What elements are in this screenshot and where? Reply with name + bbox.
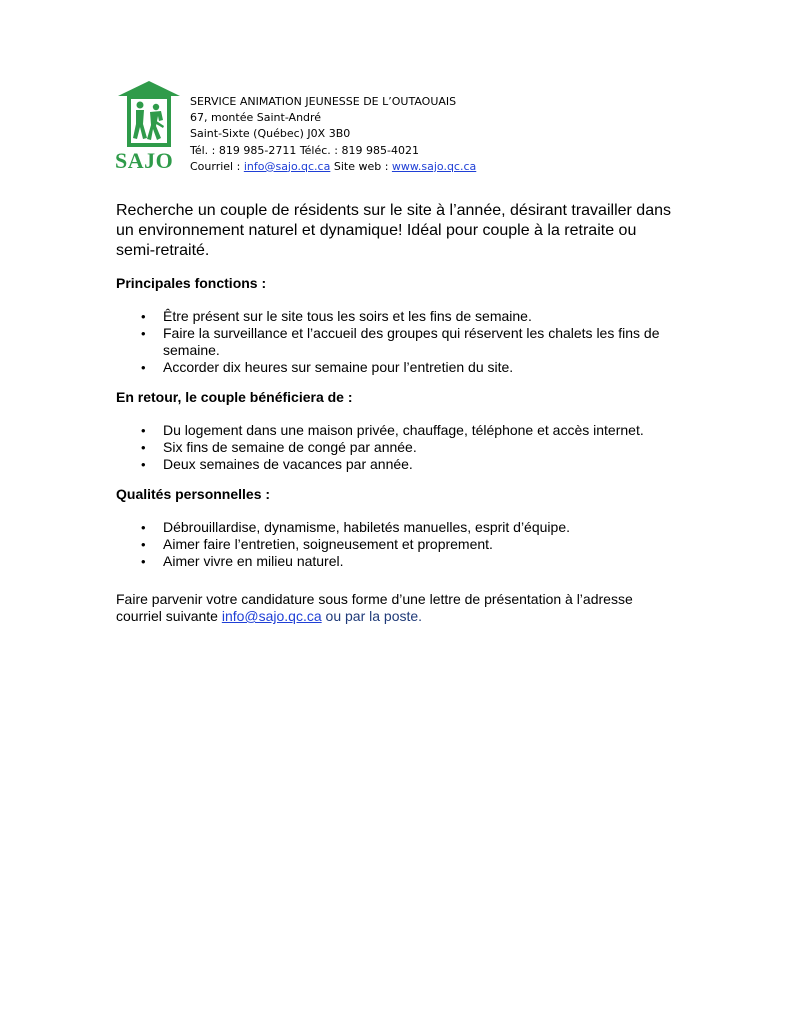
bullet-list [116,519,676,570]
list-item: • Du logement dans une maison privée, chauffage, téléphone et accès internet. [141,422,644,438]
list-item: • Être présent sur le site tous les soirs et les fins de semaine. [141,308,532,324]
house-logo-icon [114,80,184,150]
bullet-icon: • [141,457,146,472]
website-link[interactable]: www.sajo.qc.ca [391,159,477,173]
closing-text: Faire parvenir votre candidature sous forme d’une lettre de présentation à l’adresse courriel suivante [116,591,633,624]
list-item: • Débrouillardise, dynamisme, habiletés manuelles, esprit d’équipe. [141,519,570,535]
section-heading: Principales fonctions : [116,275,267,291]
list-item: • Six fins de semaine de congé par année. [141,439,417,455]
list-item: • Deux semaines de vacances par année. [141,456,413,472]
bullet-icon: • [141,440,146,455]
bullet-icon: • [141,309,146,324]
section-duties [116,275,676,376]
closing-tail: ou par la poste. [321,608,423,624]
bullet-icon: • [141,326,146,341]
bullet-list [116,308,676,376]
closing-paragraph [116,591,676,625]
letterhead-block [190,94,476,175]
phone-line: Tél. : 819 985-2711 Téléc. : 819 985-4021 [190,143,419,157]
section-benefits [116,389,676,473]
closing-email-link[interactable]: info@sajo.qc.ca [221,608,322,624]
intro-paragraph: Recherche un couple de résidents sur le site à l’année, désirant travailler dans un environnement naturel et dynamique! Idéal pour couple à la retraite ou semi-retraité. [116,202,671,259]
section-qualities [116,486,676,570]
bullet-icon: • [141,537,146,552]
list-item: • Faire la surveillance et l’accueil des groupes qui réservent les chalets les fins de semaine. [141,325,660,358]
org-name: SERVICE ANIMATION JEUNESSE DE L’OUTAOUAIS [190,95,457,108]
bullet-icon: • [141,520,146,535]
section-heading: En retour, le couple bénéficiera de : [116,389,353,405]
email-link[interactable]: info@sajo.qc.ca [243,159,331,173]
contact-line [190,159,476,175]
bullet-list [116,422,676,473]
web-label: Site web : [330,159,392,173]
list-item: • Aimer vivre en milieu naturel. [141,553,344,569]
letter-body [116,201,676,639]
address-line-2: Saint-Sixte (Québec) J0X 3B0 [190,127,351,141]
email-label: Courriel : [190,159,244,173]
bullet-icon: • [141,554,146,569]
bullet-icon: • [141,360,146,375]
bullet-icon: • [141,423,146,438]
list-item: • Accorder dix heures sur semaine pour l’entretien du site. [141,359,514,375]
section-heading: Qualités personnelles : [116,486,271,502]
org-wordmark: SAJO [115,148,174,173]
address-line-1: 67, montée Saint-André [190,111,322,125]
list-item: • Aimer faire l’entretien, soigneusement et proprement. [141,536,493,552]
